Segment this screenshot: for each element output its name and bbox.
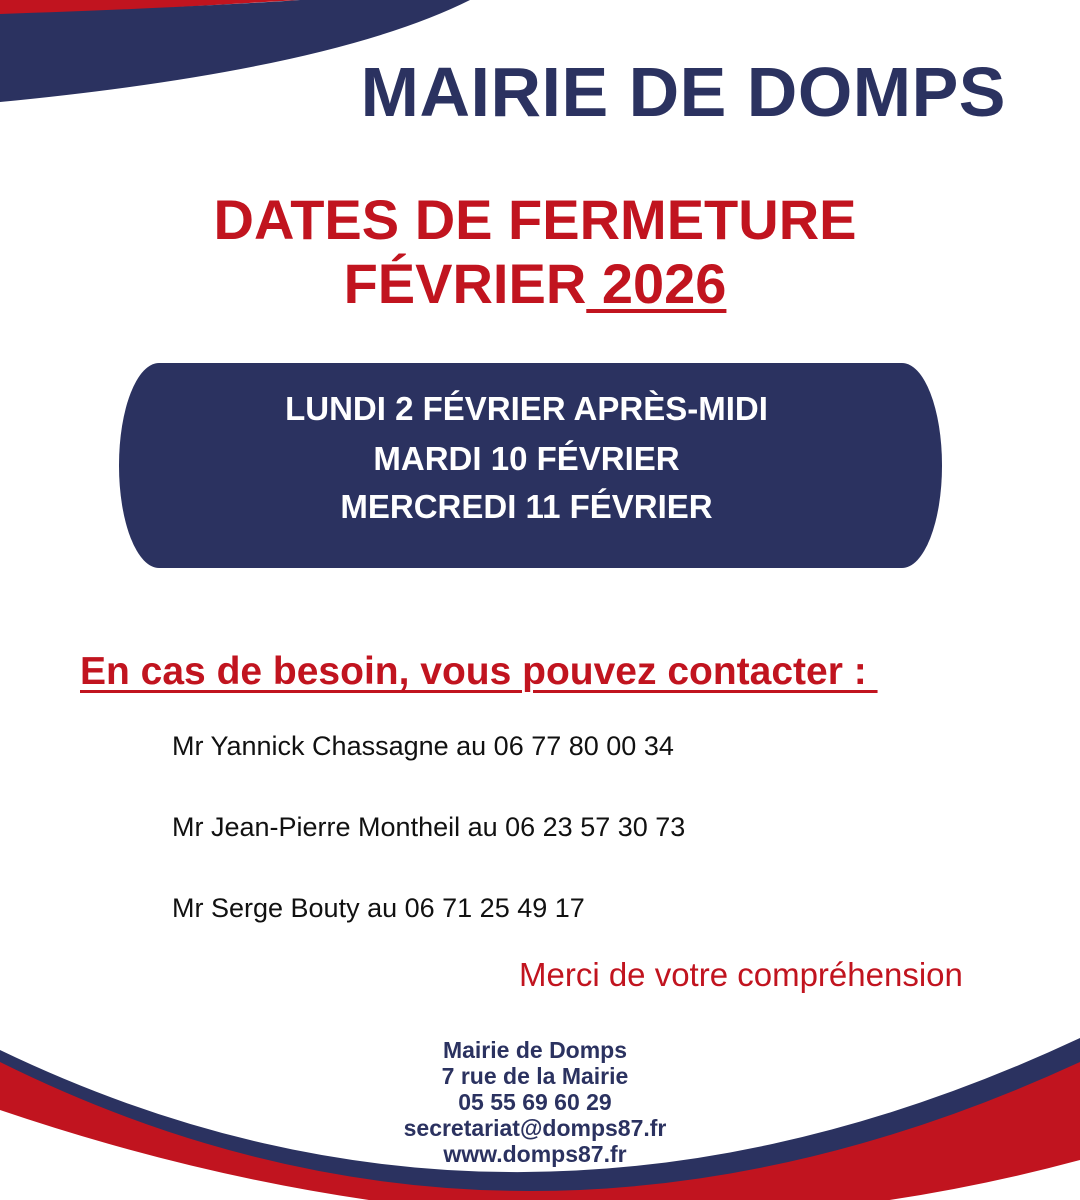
contact-item: Mr Serge Bouty au 06 71 25 49 17 [172, 893, 585, 923]
closure-heading-line1: DATES DE FERMETURE [213, 188, 857, 251]
contact-item: Mr Jean-Pierre Montheil au 06 23 57 30 73 [172, 812, 686, 842]
footer-address: 7 rue de la Mairie [441, 1063, 629, 1089]
closure-date-item: MARDI 10 FÉVRIER [373, 440, 680, 477]
contact-item: Mr Yannick Chassagne au 06 77 80 00 34 [172, 731, 674, 761]
footer-name: Mairie de Domps [442, 1037, 628, 1063]
closure-heading-line2 [0, 252, 1075, 316]
footer-contact-info [0, 1037, 1070, 1167]
closure-date-item: MERCREDI 11 FÉVRIER [340, 488, 713, 525]
heading-year: 2026 [586, 252, 727, 315]
footer-email: secretariat@domps87.fr [403, 1115, 667, 1141]
footer-phone: 05 55 69 60 29 [458, 1089, 612, 1115]
footer-website: www.domps87.fr [443, 1141, 627, 1167]
contact-heading: En cas de besoin, vous pouvez contacter : [80, 650, 878, 693]
closure-date-item: LUNDI 2 FÉVRIER APRÈS-MIDI [285, 390, 768, 427]
heading-month: FÉVRIER [343, 252, 587, 315]
thanks-message: Merci de votre compréhension [519, 956, 963, 993]
page-title: MAIRIE DE DOMPS [360, 53, 1006, 131]
